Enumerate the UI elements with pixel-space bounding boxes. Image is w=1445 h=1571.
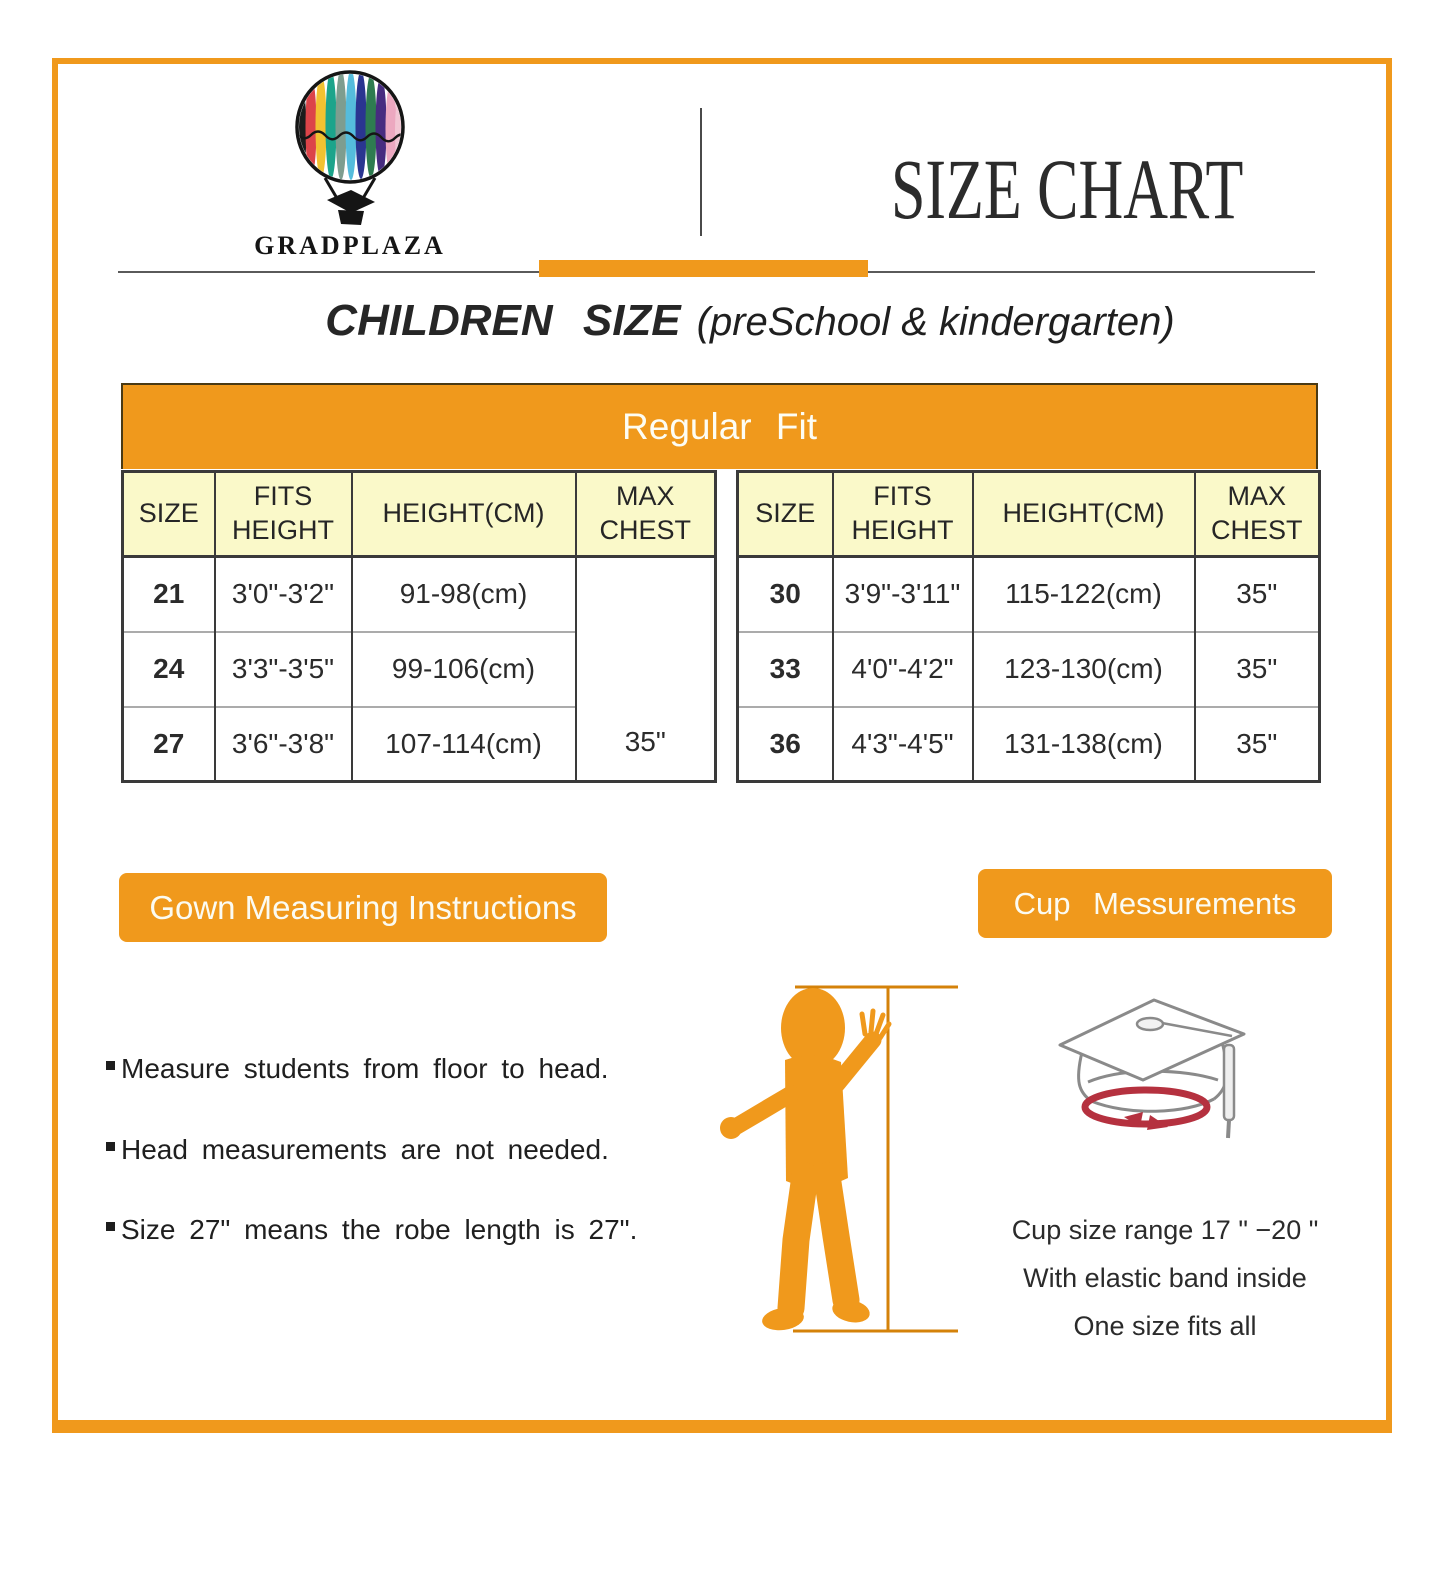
graduation-cap-icon [1048,990,1253,1148]
cell-size: 36 [738,707,833,782]
cell-max-chest: 35" [1195,557,1320,632]
col-header-height-cm: HEIGHT(CM) [352,472,576,557]
size-table-left [121,470,717,783]
cell-fits-height: 3'9"-3'11" [833,557,973,632]
col-header-fits-height: FITS HEIGHT [215,472,352,557]
size-table-right [736,470,1321,783]
cell-height-cm: 123-130(cm) [973,632,1195,707]
cup-section-title: Cup Messurements [1013,885,1297,921]
table-row [738,632,1320,707]
table-row [738,557,1320,632]
one-size-note: One size fits all [1073,1311,1257,1341]
col-header-fits-height: FITS HEIGHT [833,472,973,557]
list-item: Size 27" means the robe length is 27". [106,1213,646,1247]
col-header-height-cm: HEIGHT(CM) [973,472,1195,557]
square-bullet-icon [106,1142,115,1151]
col-header-max-chest: MAX CHEST [576,472,716,557]
hot-air-balloon-logo-icon [285,64,415,232]
elastic-band-note: With elastic band inside [1023,1263,1307,1293]
regular-fit-banner [121,383,1318,469]
cell-height-cm: 107-114(cm) [352,707,576,782]
col-header-size: SIZE [123,472,215,557]
cell-fits-height: 3'3"-3'5" [215,632,352,707]
children-size-heading: CHILDREN SIZE [325,296,681,345]
header-rule-accent-bar [539,260,868,277]
cup-measurements-header [978,869,1332,938]
regular-fit-label: Regular Fit [622,406,817,447]
list-item: Head measurements are not needed. [106,1133,646,1167]
child-height-measurement-icon [715,978,965,1348]
cell-fits-height: 4'3"-4'5" [833,707,973,782]
header-vertical-divider [700,108,702,236]
cell-fits-height: 3'6"-3'8" [215,707,352,782]
table-header-row [738,472,1320,557]
cell-max-chest-merged: 35" [576,557,716,782]
list-item: Measure students from floor to head. [106,1052,646,1086]
gown-instructions-list [106,1052,646,1294]
cell-size: 30 [738,557,833,632]
cell-max-chest: 35" [1195,707,1320,782]
cell-height-cm: 115-122(cm) [973,557,1195,632]
cell-height-cm: 99-106(cm) [352,632,576,707]
cell-size: 27 [123,707,215,782]
brand-name: GRADPLAZA [254,231,446,260]
page-title: SIZE CHART [891,141,1244,237]
cell-size: 21 [123,557,215,632]
table-row [738,707,1320,782]
gown-section-title: Gown Measuring Instructions [149,888,577,926]
cup-size-notes [985,1206,1345,1350]
cell-fits-height: 4'0"-4'2" [833,632,973,707]
col-header-max-chest: MAX CHEST [1195,472,1320,557]
square-bullet-icon [106,1061,115,1070]
cell-max-chest: 35" [1195,632,1320,707]
col-header-size: SIZE [738,472,833,557]
cell-fits-height: 3'0"-3'2" [215,557,352,632]
gown-measuring-instructions-header [119,873,607,942]
cup-size-range: Cup size range 17 " −20 " [1011,1215,1319,1245]
children-size-note: (preSchool & kindergarten) [696,300,1175,344]
table-header-row [123,472,716,557]
cell-size: 33 [738,632,833,707]
children-size-subtitle [160,296,1340,346]
cell-height-cm: 131-138(cm) [973,707,1195,782]
table-row [123,557,716,632]
cell-height-cm: 91-98(cm) [352,557,576,632]
square-bullet-icon [106,1222,115,1231]
cell-size: 24 [123,632,215,707]
